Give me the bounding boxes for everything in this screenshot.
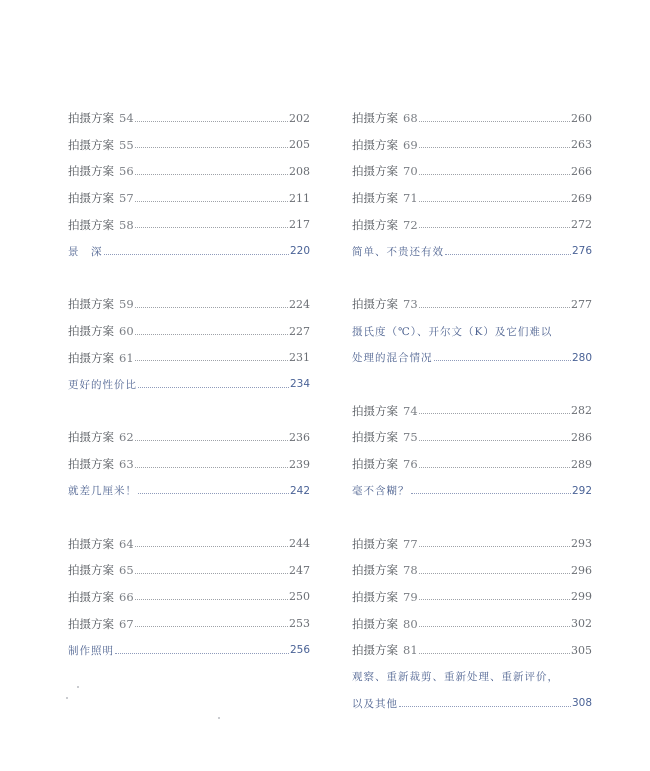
leader-dots [135, 360, 288, 361]
leader-dots [419, 174, 570, 175]
entry-number: 70 [403, 164, 418, 179]
leader-dots [419, 147, 570, 148]
toc-entry-75[interactable] [352, 424, 592, 451]
toc-entry-81[interactable] [352, 637, 592, 664]
entry-number: 64 [119, 536, 134, 551]
section-title: 制作照明 [68, 644, 114, 657]
toc-entry-64[interactable] [68, 531, 310, 558]
scan-speck [66, 697, 68, 699]
entry-label: 拍摄方案 [352, 563, 398, 578]
leader-dots [419, 227, 570, 228]
entry-label: 拍摄方案 [68, 589, 114, 604]
toc-entry-67[interactable] [68, 610, 310, 637]
entry-page: 227 [289, 324, 310, 338]
entry-page: 282 [571, 404, 592, 418]
leader-dots [135, 174, 288, 175]
leader-dots [135, 147, 288, 148]
leader-dots [419, 440, 570, 441]
entry-label: 拍摄方案 [68, 430, 114, 445]
toc-section-review-line1[interactable] [352, 663, 592, 690]
entry-label: 拍摄方案 [352, 403, 398, 418]
toc-entry-72[interactable] [352, 211, 592, 238]
entry-page: 269 [571, 191, 592, 205]
leader-dots [115, 653, 289, 654]
entry-number: 78 [403, 563, 418, 578]
entry-number: 62 [119, 430, 134, 445]
toc-left-column [68, 105, 310, 663]
leader-dots [135, 307, 288, 308]
leader-dots [135, 626, 288, 627]
entry-page: 211 [289, 191, 310, 205]
toc-section-celsius-kelvin[interactable] [352, 344, 592, 371]
section-title-line1: 观察、重新裁剪、重新处理、重新评价， [352, 671, 559, 684]
leader-dots [135, 599, 288, 600]
entry-label: 拍摄方案 [68, 616, 114, 631]
section-title: 就差几厘米！ [68, 485, 137, 498]
entry-page: 202 [289, 111, 310, 125]
entry-page: 289 [571, 457, 592, 471]
entry-page: 244 [289, 537, 310, 551]
toc-section-few-cm[interactable] [68, 477, 310, 504]
entry-number: 55 [119, 137, 134, 152]
section-page: 242 [289, 484, 310, 497]
entry-page: 247 [289, 563, 310, 577]
toc-entry-59[interactable] [68, 291, 310, 318]
entry-number: 56 [119, 164, 134, 179]
toc-entry-58[interactable] [68, 211, 310, 238]
entry-page: 250 [289, 590, 310, 604]
leader-dots [135, 440, 288, 441]
entry-number: 61 [119, 350, 134, 365]
entry-page: 217 [289, 218, 310, 232]
entry-label: 拍摄方案 [68, 137, 114, 152]
entry-number: 69 [403, 137, 418, 152]
toc-entry-79[interactable] [352, 584, 592, 611]
entry-page: 208 [289, 164, 310, 178]
section-title: 景 深 [68, 245, 103, 258]
entry-number: 58 [119, 217, 134, 232]
leader-dots [419, 467, 570, 468]
entry-label: 拍摄方案 [68, 111, 114, 126]
leader-dots [104, 254, 289, 255]
entry-number: 75 [403, 430, 418, 445]
toc-entry-63[interactable] [68, 451, 310, 478]
toc-section-lighting[interactable] [68, 637, 310, 664]
entry-label: 拍摄方案 [68, 350, 114, 365]
section-title: 更好的性价比 [68, 378, 137, 391]
scan-speck [218, 717, 220, 719]
entry-page: 277 [571, 297, 592, 311]
section-page: 308 [571, 697, 592, 710]
section-page: 256 [289, 644, 310, 657]
entry-label: 拍摄方案 [352, 137, 398, 152]
toc-entry-66[interactable] [68, 584, 310, 611]
entry-number: 72 [403, 217, 418, 232]
entry-label: 拍摄方案 [68, 563, 114, 578]
toc-entry-60[interactable] [68, 318, 310, 345]
leader-dots [411, 493, 571, 494]
toc-entry-55[interactable] [68, 132, 310, 159]
section-title-line1: 摄氏度（℃）、开尔文（K）及它们难以 [352, 325, 553, 338]
section-title-line2: 以及其他 [352, 697, 398, 710]
entry-label: 拍摄方案 [68, 297, 114, 312]
entry-number: 71 [403, 191, 418, 206]
leader-dots [135, 227, 288, 228]
entry-label: 拍摄方案 [352, 643, 398, 658]
entry-label: 拍摄方案 [352, 457, 398, 472]
toc-section-value[interactable] [68, 371, 310, 398]
leader-dots [445, 254, 571, 255]
entry-number: 63 [119, 457, 134, 472]
entry-label: 拍摄方案 [352, 164, 398, 179]
entry-page: 272 [571, 218, 592, 232]
leader-dots [419, 626, 570, 627]
entry-label: 拍摄方案 [68, 217, 114, 232]
entry-page: 286 [571, 430, 592, 444]
toc-entry-76[interactable] [352, 451, 592, 478]
entry-label: 拍摄方案 [68, 457, 114, 472]
leader-dots [135, 334, 288, 335]
entry-page: 302 [571, 617, 592, 631]
leader-dots [135, 467, 288, 468]
leader-dots [419, 573, 570, 574]
toc-section-unambiguous[interactable] [352, 477, 592, 504]
leader-dots [419, 121, 570, 122]
entry-label: 拍摄方案 [352, 536, 398, 551]
entry-number: 66 [119, 589, 134, 604]
toc-section-celsius-kelvin-line1[interactable] [352, 318, 592, 345]
entry-label: 拍摄方案 [352, 589, 398, 604]
entry-number: 68 [403, 111, 418, 126]
leader-dots [419, 653, 570, 654]
entry-number: 79 [403, 589, 418, 604]
entry-page: 239 [289, 457, 310, 471]
section-page: 220 [289, 245, 310, 258]
entry-page: 253 [289, 617, 310, 631]
toc-entry-69[interactable] [352, 132, 592, 159]
entry-number: 57 [119, 191, 134, 206]
leader-dots [419, 546, 570, 547]
entry-label: 拍摄方案 [352, 297, 398, 312]
toc-entry-78[interactable] [352, 557, 592, 584]
entry-number: 76 [403, 457, 418, 472]
entry-number: 80 [403, 616, 418, 631]
entry-label: 拍摄方案 [352, 191, 398, 206]
leader-dots [419, 201, 570, 202]
entry-number: 74 [403, 403, 418, 418]
leader-dots [135, 573, 288, 574]
toc-entry-65[interactable] [68, 557, 310, 584]
entry-label: 拍摄方案 [352, 616, 398, 631]
entry-page: 205 [289, 138, 310, 152]
entry-page: 236 [289, 430, 310, 444]
toc-section-review[interactable] [352, 690, 592, 717]
entry-label: 拍摄方案 [68, 191, 114, 206]
toc-entry-73[interactable] [352, 291, 592, 318]
toc-entry-54[interactable] [68, 105, 310, 132]
toc-entry-57[interactable] [68, 185, 310, 212]
entry-page: 299 [571, 590, 592, 604]
leader-dots [399, 706, 571, 707]
section-page: 276 [571, 245, 592, 258]
toc-right-column [352, 105, 592, 717]
entry-label: 拍摄方案 [68, 164, 114, 179]
leader-dots [135, 121, 288, 122]
toc-entry-56[interactable] [68, 158, 310, 185]
toc-entry-61[interactable] [68, 344, 310, 371]
entry-label: 拍摄方案 [68, 324, 114, 339]
entry-number: 54 [119, 111, 134, 126]
entry-number: 65 [119, 563, 134, 578]
toc-entry-71[interactable] [352, 185, 592, 212]
entry-page: 305 [571, 643, 592, 657]
leader-dots [138, 387, 289, 388]
entry-number: 60 [119, 324, 134, 339]
leader-dots [419, 599, 570, 600]
entry-label: 拍摄方案 [352, 217, 398, 232]
scan-speck [77, 686, 79, 688]
section-title-line2: 处理的混合情况 [352, 352, 433, 365]
leader-dots [419, 413, 570, 414]
entry-page: 231 [289, 351, 310, 365]
toc-entry-74[interactable] [352, 398, 592, 425]
section-title: 毫不含糊？ [352, 485, 410, 498]
leader-dots [135, 546, 288, 547]
toc-entry-77[interactable] [352, 531, 592, 558]
entry-page: 224 [289, 297, 310, 311]
entry-label: 拍摄方案 [352, 111, 398, 126]
leader-dots [135, 201, 288, 202]
toc-entry-70[interactable] [352, 158, 592, 185]
section-page: 280 [571, 351, 592, 364]
toc-section-depth-of-field[interactable] [68, 238, 310, 265]
entry-number: 77 [403, 536, 418, 551]
toc-section-simple-cheap[interactable] [352, 238, 592, 265]
entry-label: 拍摄方案 [352, 430, 398, 445]
entry-number: 81 [403, 643, 418, 658]
entry-number: 59 [119, 297, 134, 312]
section-page: 292 [571, 484, 592, 497]
toc-entry-62[interactable] [68, 424, 310, 451]
entry-page: 266 [571, 164, 592, 178]
leader-dots [419, 307, 570, 308]
entry-page: 293 [571, 537, 592, 551]
entry-page: 263 [571, 138, 592, 152]
section-title: 简单、不贵还有效 [352, 245, 444, 258]
entry-number: 73 [403, 297, 418, 312]
toc-entry-80[interactable] [352, 610, 592, 637]
leader-dots [138, 493, 289, 494]
entry-page: 260 [571, 111, 592, 125]
entry-label: 拍摄方案 [68, 536, 114, 551]
entry-number: 67 [119, 616, 134, 631]
toc-entry-68[interactable] [352, 105, 592, 132]
section-page: 234 [289, 378, 310, 391]
entry-page: 296 [571, 563, 592, 577]
leader-dots [434, 360, 571, 361]
